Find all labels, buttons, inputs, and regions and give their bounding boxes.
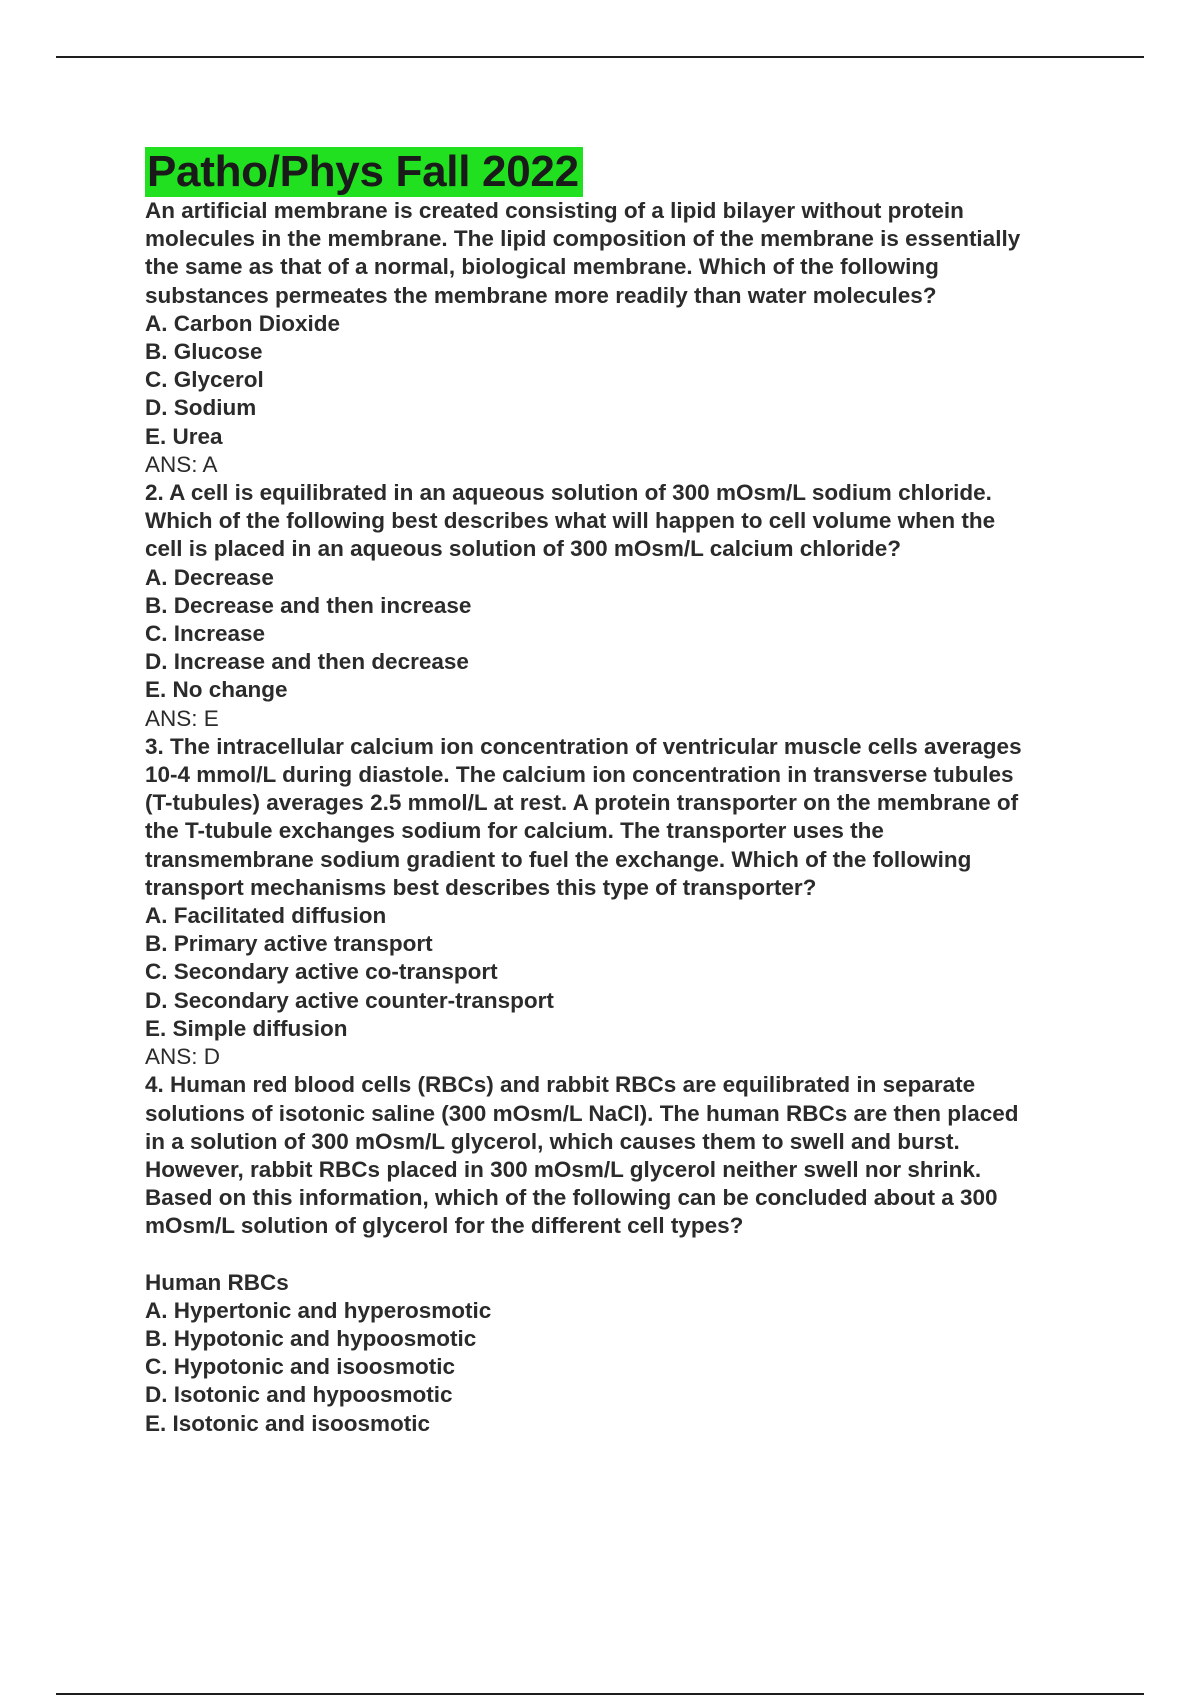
- question-text-line: 4. Human red blood cells (RBCs) and rabbit RBCs are equilibrated in separate: [145, 1072, 976, 1098]
- answer-option: C. Hypotonic and isoosmotic: [145, 1354, 456, 1380]
- answer-option: E. Isotonic and isoosmotic: [145, 1410, 431, 1436]
- question-text-line: in a solution of 300 mOsm/L glycerol, which causes them to swell and burst.: [145, 1128, 960, 1154]
- question-text-line: (T-tubules) averages 2.5 mmol/L at rest. A protein transporter on the membrane of: [145, 790, 1019, 816]
- question-text-line: However, rabbit RBCs placed in 300 mOsm/L glycerol neither swell nor shrink.: [145, 1156, 982, 1182]
- answer-option: E. Urea: [145, 423, 223, 449]
- answer-option: D. Sodium: [145, 395, 257, 421]
- question-text-line: An artificial membrane is created consisting of a lipid bilayer without protein: [145, 198, 964, 223]
- answer-key: ANS: A: [145, 451, 218, 477]
- question-text-line: the same as that of a normal, biological membrane. Which of the following: [145, 254, 939, 280]
- question-text-line: transport mechanisms best describes this type of transporter?: [145, 874, 817, 900]
- question-4: [145, 1071, 1105, 1437]
- question-text-line: transmembrane sodium gradient to fuel the exchange. Which of the following: [145, 846, 972, 872]
- answer-option: E. Simple diffusion: [145, 1015, 348, 1041]
- question-text-line: molecules in the membrane. The lipid composition of the membrane is essentially: [145, 226, 1021, 252]
- answer-key: ANS: E: [145, 705, 219, 731]
- bottom-rule: [56, 1693, 1144, 1695]
- answer-option: B. Decrease and then increase: [145, 592, 472, 618]
- question-text-line: solutions of isotonic saline (300 mOsm/L NaCl). The human RBCs are then placed: [145, 1100, 1019, 1126]
- answer-option: D. Secondary active counter-transport: [145, 987, 554, 1013]
- question-text-line: mOsm/L solution of glycerol for the different cell types?: [145, 1213, 744, 1239]
- top-rule: [56, 56, 1144, 58]
- question-3: [145, 733, 1105, 1071]
- question-text-line: cell is placed in an aqueous solution of 300 mOsm/L calcium chloride?: [145, 536, 902, 562]
- answer-option: D. Increase and then decrease: [145, 649, 469, 675]
- answer-option: E. No change: [145, 677, 288, 703]
- answer-option: D. Isotonic and hypoosmotic: [145, 1382, 453, 1408]
- subheading: Human RBCs: [145, 1269, 289, 1295]
- document-body: [145, 147, 1105, 1438]
- question-1: [145, 197, 1105, 479]
- answer-option: A. Facilitated diffusion: [145, 903, 387, 929]
- answer-option: C. Glycerol: [145, 367, 264, 393]
- question-text-line: 3. The intracellular calcium ion concentration of ventricular muscle cells averages: [145, 733, 1022, 759]
- question-2: [145, 479, 1105, 733]
- answer-option: A. Decrease: [145, 564, 274, 590]
- question-text-line: 10-4 mmol/L during diastole. The calcium ion concentration in transverse tubules: [145, 762, 1014, 788]
- answer-option: A. Hypertonic and hyperosmotic: [145, 1297, 492, 1323]
- question-text-line: the T-tubule exchanges sodium for calcium. The transporter uses the: [145, 818, 884, 844]
- question-text-line: substances permeates the membrane more readily than water molecules?: [145, 282, 937, 308]
- answer-key: ANS: D: [145, 1044, 221, 1070]
- answer-option: C. Secondary active co-transport: [145, 959, 498, 985]
- question-text-line: Which of the following best describes what will happen to cell volume when the: [145, 508, 996, 534]
- answer-option: C. Increase: [145, 621, 266, 647]
- answer-option: A. Carbon Dioxide: [145, 310, 341, 336]
- answer-option: B. Glucose: [145, 339, 263, 365]
- answer-option: B. Primary active transport: [145, 931, 433, 957]
- question-text-line: Based on this information, which of the following can be concluded about a 300: [145, 1185, 998, 1211]
- page-title: Patho/Phys Fall 2022: [145, 147, 583, 197]
- blank-line: [145, 1241, 1105, 1269]
- question-text-line: 2. A cell is equilibrated in an aqueous solution of 300 mOsm/L sodium chloride.: [145, 480, 992, 506]
- answer-option: B. Hypotonic and hypoosmotic: [145, 1325, 477, 1351]
